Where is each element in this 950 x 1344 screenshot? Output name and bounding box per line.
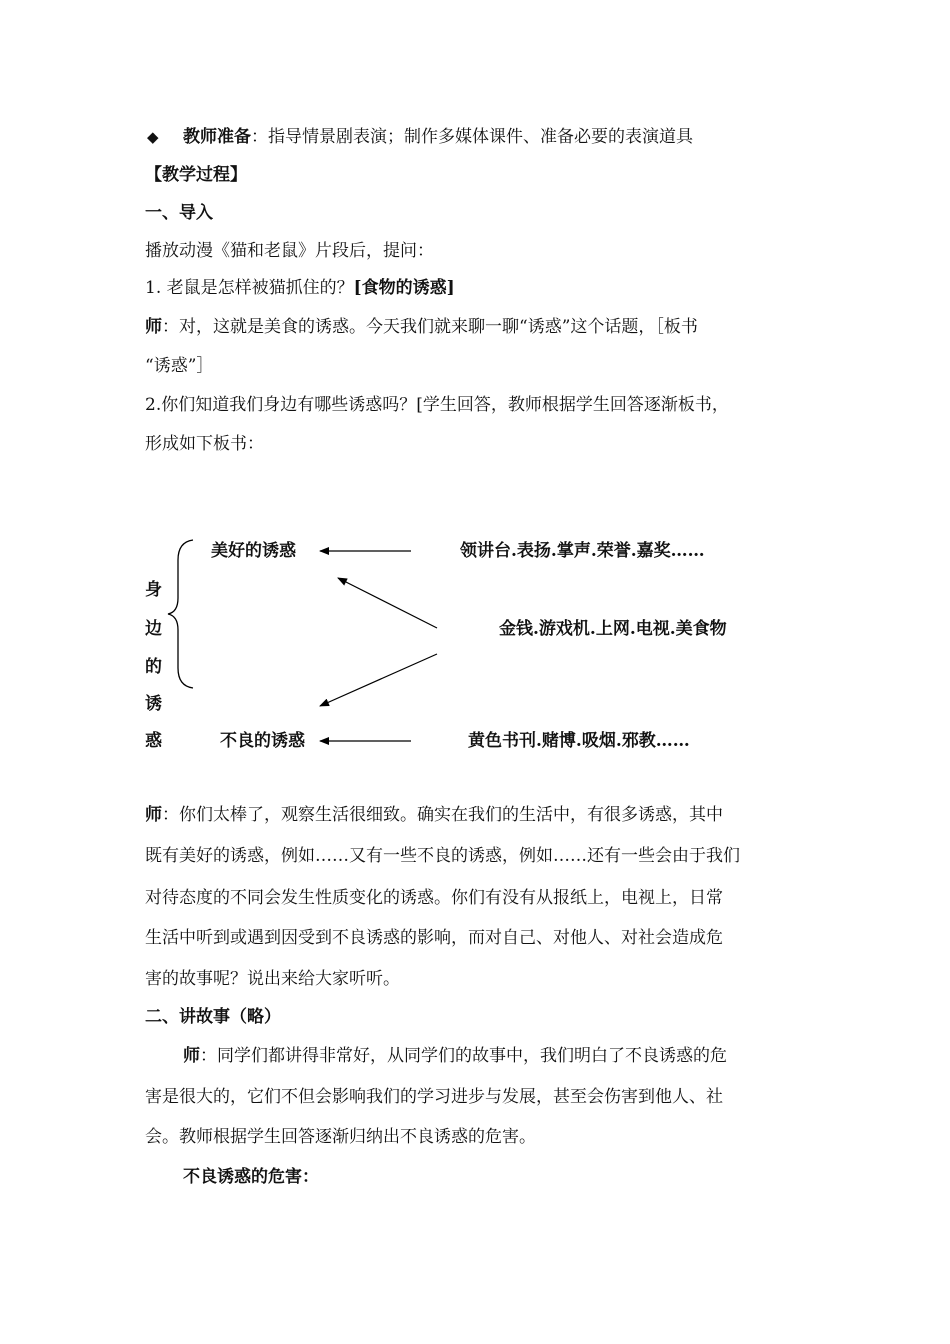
teacher-prep-line	[147, 125, 693, 149]
section1-intro: 播放动漫《猫和老鼠》片段后，提问：	[145, 241, 434, 261]
prep-text: ：指导情景剧表演；制作多媒体课件、准备必要的表演道具	[251, 127, 693, 147]
section2-title: 二、讲故事（略）	[145, 1007, 281, 1027]
teacher-para-line-5: 害的故事呢？说出来给大家听听。	[145, 969, 400, 989]
teacher-para-text: ：你们太棒了，观察生活很细致。确实在我们的生活中，有很多诱惑，其中	[162, 805, 723, 825]
section2-text: ：同学们都讲得非常好，从同学们的故事中，我们明白了不良诱惑的危	[200, 1046, 727, 1066]
vertical-label-char: 惑	[145, 731, 162, 751]
teacher-label: 师	[183, 1046, 200, 1066]
vertical-label-char: 身	[145, 580, 162, 600]
process-heading: 【教学过程】	[145, 165, 247, 185]
bad-examples: 黄色书刊.赌博.吸烟.邪教……	[468, 731, 690, 751]
harm-heading: 不良诱惑的危害：	[183, 1167, 319, 1187]
section2-line-2: 害是很大的，它们不但会影响我们的学习进步与发展，甚至会伤害到他人、社	[145, 1087, 723, 1107]
question-1-text: 1. 老鼠是怎样被猫抓住的？	[145, 278, 354, 298]
good-examples: 领讲台.表扬.掌声.荣誉.嘉奖……	[460, 541, 705, 561]
question-1	[145, 276, 455, 300]
prep-label: 教师准备	[183, 127, 251, 147]
teacher-text: ：对，这就是美食的诱惑。今天我们就来聊一聊“诱惑”这个话题，［板书	[162, 317, 698, 337]
curly-brace	[168, 540, 193, 688]
teacher-label: 师	[145, 805, 162, 825]
teacher-line-1	[145, 315, 698, 339]
teacher-para-line-4: 生活中听到或遇到因受到不良诱惑的影响，而对自己、对他人、对社会造成危	[145, 928, 723, 948]
section1-title: 一、导入	[145, 203, 213, 223]
section2-line-1	[183, 1044, 727, 1068]
good-temptation-label: 美好的诱惑	[211, 541, 296, 561]
section2-line-3: 会。教师根据学生回答逐渐归纳出不良诱惑的危害。	[145, 1127, 536, 1147]
teacher-para-line-3: 对待态度的不同会发生性质变化的诱惑。你们有没有从报纸上，电视上，日常	[145, 888, 723, 908]
vertical-label-char: 诱	[145, 694, 162, 714]
teacher-para-line-1	[145, 803, 723, 827]
teacher-para-line-2: 既有美好的诱惑，例如……又有一些不良的诱惑，例如……还有一些会由于我们	[145, 846, 740, 866]
question-2-line-1: 2.你们知道我们身边有哪些诱惑吗？[学生回答，教师根据学生回答逐渐板书，	[145, 395, 729, 415]
arrow-neutral-to-good	[338, 578, 437, 628]
teacher-line-2: “诱惑”］	[145, 356, 214, 376]
vertical-label-char: 边	[145, 619, 162, 639]
question-1-answer: [食物的诱惑]	[353, 278, 455, 298]
neutral-examples: 金钱.游戏机.上网.电视.美食物	[499, 619, 727, 639]
bad-temptation-label: 不良的诱惑	[220, 731, 305, 751]
diamond-bullet-icon: ◆	[147, 128, 159, 146]
question-2-line-2: 形成如下板书：	[145, 434, 264, 454]
vertical-label-char: 的	[145, 657, 162, 677]
teacher-label: 师	[145, 317, 162, 337]
arrow-neutral-to-bad	[320, 654, 437, 706]
